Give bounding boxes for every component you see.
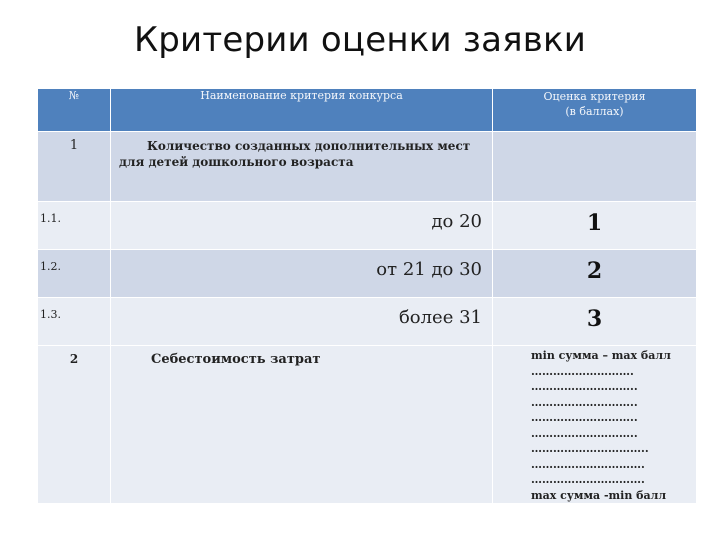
table-row [38,202,697,250]
subrow-range: более 31 [111,298,493,346]
subrow-number: 1.3. [38,298,111,346]
table-row [38,132,697,202]
score-line: max сумма -min балл [531,488,667,502]
header-score [493,89,697,132]
row-name: Себестоимость затрат [111,346,493,504]
slide-title: Критерии оценки заявки [133,20,587,60]
score-line: ……………………….. [531,411,638,424]
subrow-number: 1.1. [38,202,111,250]
header-name: Наименование критерия конкурса [111,89,493,132]
header-score-line2: (в баллах) [565,105,624,118]
subrow-score: 3 [493,298,697,346]
score-line: …………………………. [531,473,645,486]
subrow-score: 2 [493,250,697,298]
row-number: 1 [38,132,111,202]
header-number: № [38,89,111,132]
table-row [38,250,697,298]
score-line: ………………………….. [531,442,649,455]
subrow-range: от 21 до 30 [111,250,493,298]
table-row [38,346,697,504]
score-line: ……………………….. [531,426,638,440]
score-line: min сумма – max балл [531,349,671,362]
score-line: ………………………. [531,364,634,378]
subrow-number: 1.2. [38,250,111,298]
row-score [493,132,697,202]
subrow-score: 1 [493,202,697,250]
score-line: …………………………. [531,457,645,471]
subrow-range: до 20 [111,202,493,250]
criteria-table [37,88,697,504]
score-line: ……………………….. [531,380,638,393]
row-score [493,346,697,504]
row-number: 2 [38,346,111,504]
row-name-line2: для детей дошкольного возраста [119,155,354,169]
row-name [111,132,493,202]
table-header-row [38,89,697,132]
score-line: ……………………….. [531,395,638,409]
table-row [38,298,697,346]
header-score-line1: Оценка критерия [543,90,646,103]
row-name-line1: Количество созданных дополнительных мест [147,139,471,153]
